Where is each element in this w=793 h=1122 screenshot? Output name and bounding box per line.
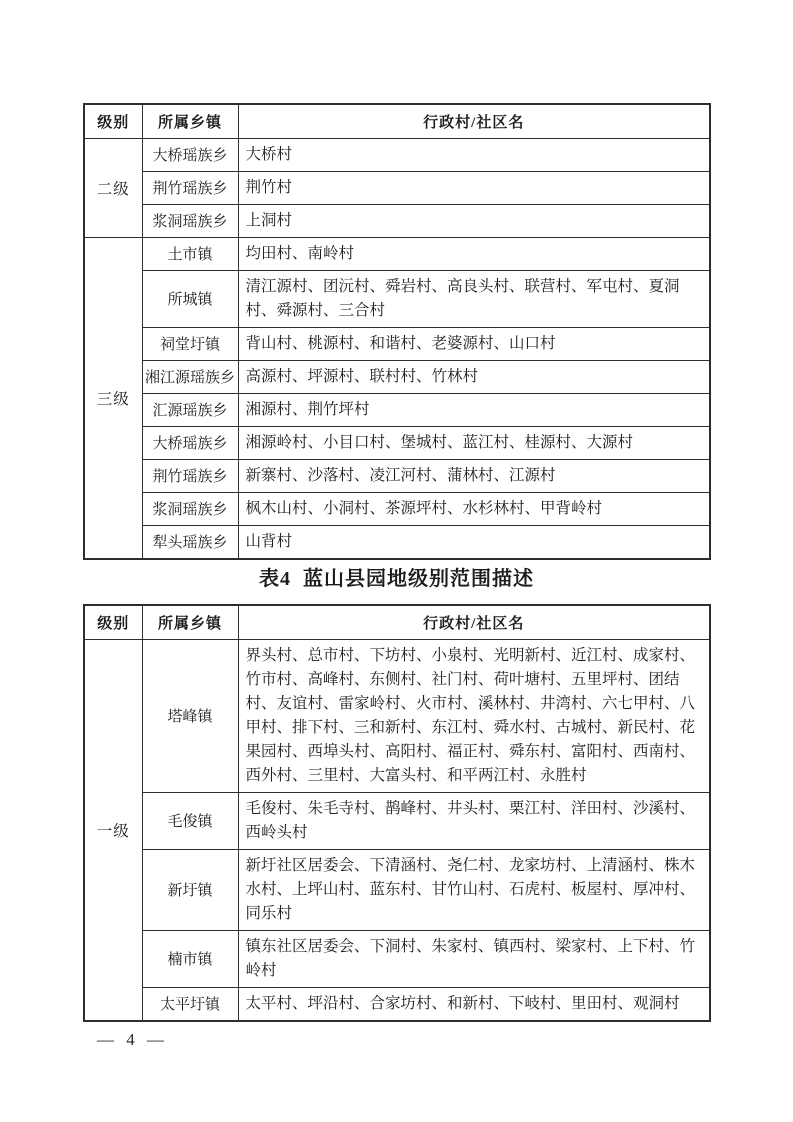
- township-cell: 毛俊镇: [142, 792, 238, 849]
- township-cell: 土市镇: [142, 237, 238, 270]
- header-cell: 所属乡镇: [142, 605, 238, 639]
- table-row: [84, 171, 710, 204]
- woodland-level-table-continued: [83, 103, 711, 560]
- villages-cell: 清江源村、团沅村、舜岩村、高良头村、联营村、军屯村、夏洞村、舜源村、三合村: [238, 270, 710, 327]
- header-cell: 行政村/社区名: [238, 104, 710, 138]
- villages-cell: 新寨村、沙落村、凌江河村、蒲林村、江源村: [238, 459, 710, 492]
- township-cell: 浆洞瑶族乡: [142, 492, 238, 525]
- page-number: — 4 —: [97, 1030, 168, 1049]
- township-cell: 祠堂圩镇: [142, 327, 238, 360]
- villages-cell: 镇东社区居委会、下洞村、朱家村、镇西村、梁家村、上下村、竹岭村: [238, 930, 710, 987]
- table-row: [84, 270, 710, 327]
- villages-cell: 上洞村: [238, 204, 710, 237]
- township-cell: 大桥瑶族乡: [142, 138, 238, 171]
- township-cell: 新圩镇: [142, 849, 238, 930]
- villages-cell: 均田村、南岭村: [238, 237, 710, 270]
- level-cell: 二级: [84, 138, 142, 237]
- header-cell: 级别: [84, 104, 142, 138]
- table-row: [84, 492, 710, 525]
- township-cell: 大桥瑶族乡: [142, 426, 238, 459]
- villages-cell: 新圩社区居委会、下清涵村、尧仁村、龙家坊村、上清涵村、株木水村、上坪山村、蓝东村、甘竹山村、石虎村、板屋村、厚冲村、同乐村: [238, 849, 710, 930]
- township-cell: 犁头瑶族乡: [142, 525, 238, 559]
- table-row: [84, 987, 710, 1021]
- township-cell: 荆竹瑶族乡: [142, 171, 238, 204]
- villages-cell: 背山村、桃源村、和谐村、老婆源村、山口村: [238, 327, 710, 360]
- villages-cell: 湘源岭村、小目口村、堡城村、蓝江村、桂源村、大源村: [238, 426, 710, 459]
- table-row: [84, 930, 710, 987]
- township-cell: 荆竹瑶族乡: [142, 459, 238, 492]
- woodland-level-table-continued: [83, 103, 711, 560]
- table-row: [84, 639, 710, 792]
- villages-cell: 枫木山村、小洞村、茶源坪村、水杉林村、甲背岭村: [238, 492, 710, 525]
- table-row: [84, 525, 710, 559]
- header-cell: 级别: [84, 605, 142, 639]
- villages-cell: 界头村、总市村、下坊村、小泉村、光明新村、近江村、成家村、竹市村、高峰村、东侧村、社门村、荷叶塘村、五里坪村、团结村、友谊村、雷家岭村、火市村、溪林村、井湾村、六七甲村、八甲村、排下村、三和新村、东江村、舜水村、古城村、新民村、花果园村、西埠头村、高阳村、福正村、舜东村、富阳村、西南村、西外村、三里村、大富头村、和平两江村、永胜村: [238, 639, 710, 792]
- garden-land-level-table: [83, 604, 711, 1022]
- table-row: [84, 327, 710, 360]
- header-cell: 所属乡镇: [142, 104, 238, 138]
- table-row: [84, 204, 710, 237]
- garden-land-level-table: [83, 604, 711, 1022]
- township-cell: 塔峰镇: [142, 639, 238, 792]
- table4-title: 表4 蓝山县园地级别范围描述: [259, 568, 534, 590]
- villages-cell: 毛俊村、朱毛寺村、鹊峰村、井头村、栗江村、洋田村、沙溪村、西岭头村: [238, 792, 710, 849]
- table-row: [84, 393, 710, 426]
- villages-cell: 山背村: [238, 525, 710, 559]
- township-cell: 所城镇: [142, 270, 238, 327]
- township-cell: 汇源瑶族乡: [142, 393, 238, 426]
- villages-cell: 太平村、坪沿村、合家坊村、和新村、下岐村、里田村、观洞村: [238, 987, 710, 1021]
- villages-cell: 大桥村: [238, 138, 710, 171]
- villages-cell: 高源村、坪源村、联村村、竹林村: [238, 360, 710, 393]
- township-cell: 湘江源瑶族乡: [142, 360, 238, 393]
- header-cell: 行政村/社区名: [238, 605, 710, 639]
- table-row: [84, 138, 710, 171]
- villages-cell: 湘源村、荆竹坪村: [238, 393, 710, 426]
- table-row: [84, 459, 710, 492]
- table-row: [84, 849, 710, 930]
- township-cell: 太平圩镇: [142, 987, 238, 1021]
- table-row: [84, 792, 710, 849]
- table-row: [84, 426, 710, 459]
- township-cell: 浆洞瑶族乡: [142, 204, 238, 237]
- township-cell: 楠市镇: [142, 930, 238, 987]
- level-cell: 一级: [84, 639, 142, 1021]
- header-row: [84, 104, 710, 138]
- villages-cell: 荆竹村: [238, 171, 710, 204]
- header-row: [84, 605, 710, 639]
- level-cell: 三级: [84, 237, 142, 559]
- table-row: [84, 237, 710, 270]
- table-row: [84, 360, 710, 393]
